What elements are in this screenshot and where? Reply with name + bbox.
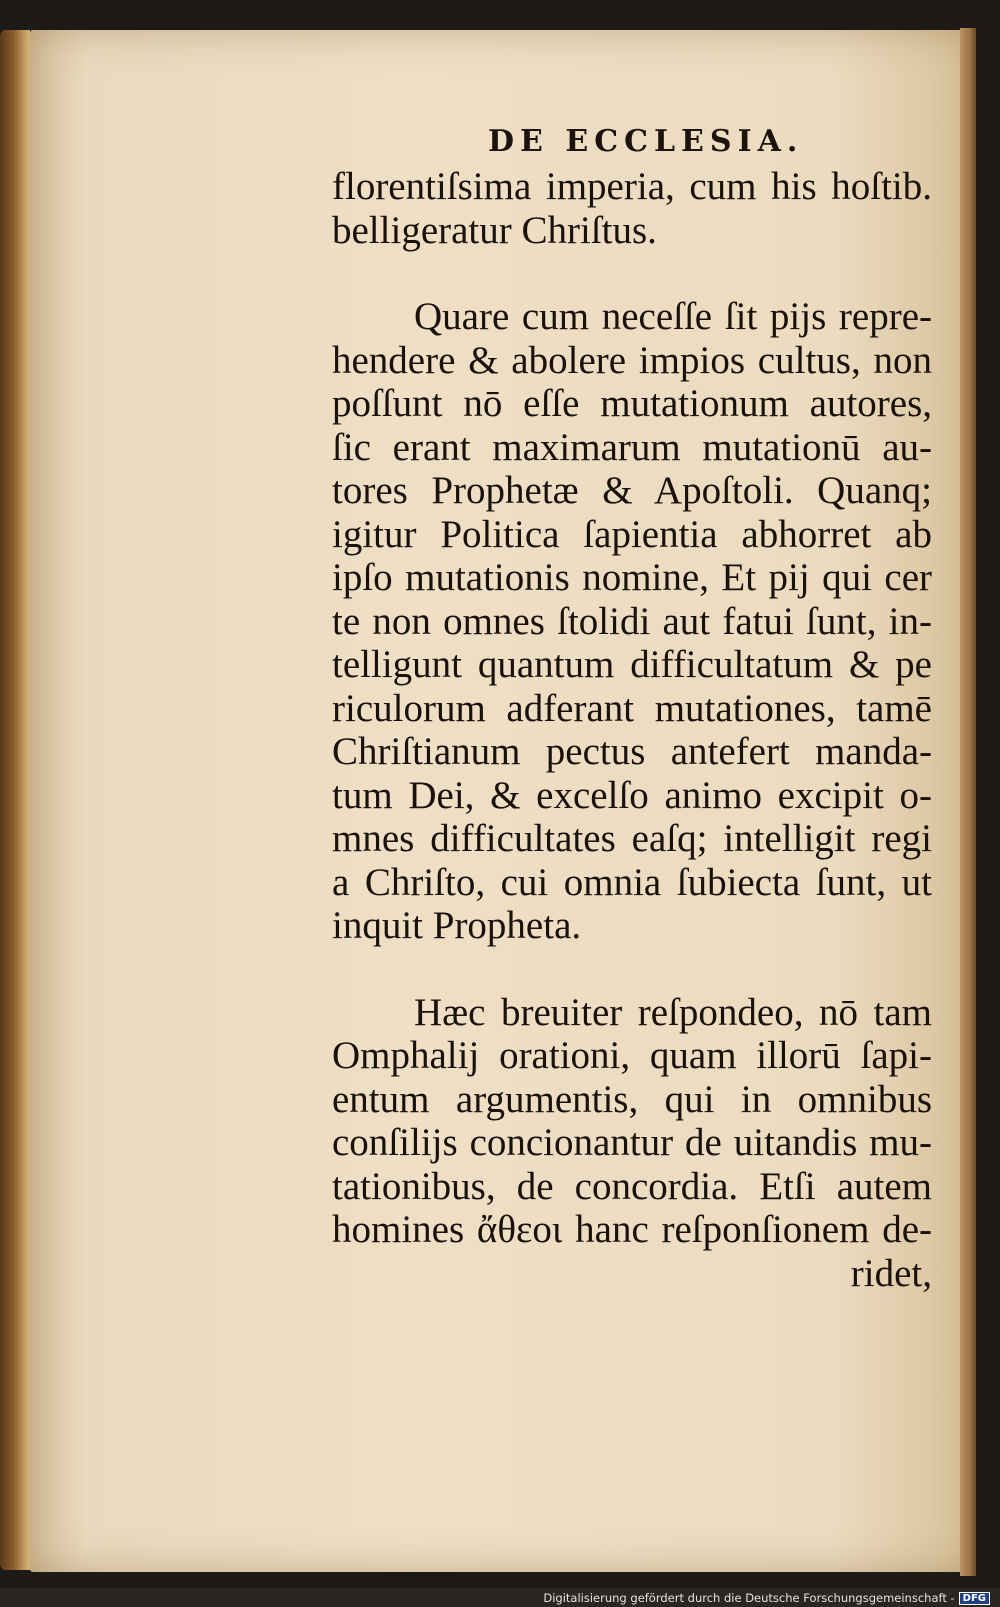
text-line: Chriſtianum pectus antefert manda- [332, 730, 932, 773]
text-line: ipſo mutationis nomine, Et pij qui cer [332, 556, 932, 599]
text-line: florentiſsima imperia, cum his hoſtib. [332, 165, 932, 208]
text-line: a Chriſto, cui omnia ſubiecta ſunt, ut [332, 860, 932, 904]
text-line: te non omnes ſtolidi aut fatui ſunt, in- [332, 599, 932, 643]
text-line: conſilijs concionantur de uitandis mu- [332, 1121, 932, 1164]
running-header: DE ECCLESIA. [488, 124, 804, 159]
credit-text: Digitalisierung gefördert durch die Deutsche Forschungsgemeinschaft - [543, 1591, 955, 1605]
text-line: entum argumentis, qui in omnibus [332, 1077, 932, 1121]
body-text [332, 165, 932, 1295]
digitization-credit [543, 1591, 990, 1605]
text-line: mnes difficultates eaſq; intelligit regi [332, 817, 932, 860]
paragraph-gap [332, 948, 932, 991]
page-stack-edge [960, 28, 976, 1576]
text-line: ſic erant maximarum mutationū au- [332, 425, 932, 469]
text-line: tores Prophetæ & Apoſtoli. Quanq; [332, 469, 932, 512]
dfg-logo: DFG [959, 1592, 990, 1605]
text-line: telligunt quantum difficultatum & pe [332, 643, 932, 686]
text-line: poſſunt nō eſſe mutationum autores, [332, 382, 932, 425]
text-line: ridet, [850, 1251, 932, 1295]
text-line: inquit Propheta. [332, 904, 582, 947]
text-line: igitur Politica ſapientia abhorret ab [332, 512, 932, 556]
text-line: tum Dei, & excelſo animo excipit o- [332, 773, 932, 817]
text-line: Hæc breuiter reſpondeo, nō tam [414, 990, 932, 1034]
text-line: homines ἄθεοι hanc reſponſionem de- [332, 1208, 932, 1251]
book-spine-edge [0, 30, 30, 1570]
paragraph-gap [332, 252, 932, 295]
text-line: Omphalij orationi, quam illorū ſapi- [332, 1034, 932, 1077]
text-line: hendere & abolere impios cultus, non [332, 338, 932, 382]
text-line: tationibus, de concordia. Etſi autem [332, 1164, 932, 1208]
text-line: Quare cum neceſſe ſit pijs repre- [414, 295, 932, 338]
text-line: riculorum adferant mutationes, tamē [332, 686, 932, 730]
text-line: belligeratur Chriſtus. [332, 208, 657, 252]
